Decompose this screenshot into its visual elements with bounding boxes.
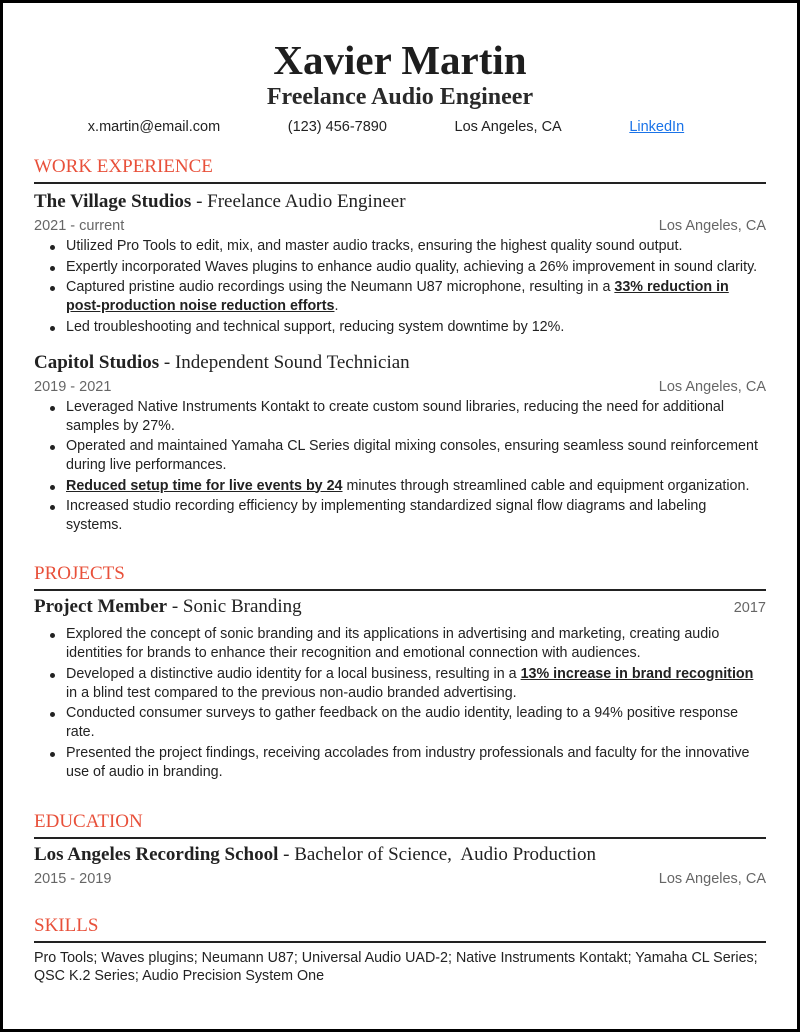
list-item: Explored the concept of sonic branding and its applications in advertising and marketing, creating audio identities for brands to enhance their recognition and emotional connection with audiences. (34, 625, 766, 663)
education-meta (34, 869, 766, 889)
list-item (34, 278, 766, 316)
company: The Village Studios (34, 191, 192, 212)
project-name: Sonic Branding (182, 596, 302, 617)
job-role: Freelance Audio Engineer (207, 191, 406, 212)
highlight: 33% reduction in post-production noise reduction efforts (66, 279, 729, 314)
list-item: Led troubleshooting and technical support, reducing system downtime by 12%. (34, 318, 766, 337)
candidate-name: Xavier Martin (273, 37, 527, 83)
project-heading (34, 591, 766, 619)
degree: Bachelor of Science, Audio Production (294, 843, 597, 865)
list-item: Operated and maintained Yamaha CL Series digital mixing consoles, ensuring seamless sound reinforcement during live performances. (34, 437, 766, 475)
linkedin-link[interactable]: LinkedIn (629, 119, 685, 135)
list-item (34, 665, 766, 703)
separator: - (283, 843, 290, 865)
text: in a blind test compared to the previous non-audio branded advertising. (66, 684, 517, 701)
list-item: Presented the project findings, receiving accolades from industry professionals and faculty for the innovative use of audio in branding. (34, 744, 766, 782)
text: . (334, 298, 339, 314)
education-heading (34, 843, 766, 867)
job-role: Independent Sound Technician (174, 351, 410, 373)
company: Capitol Studios (34, 351, 160, 373)
separator: - (163, 351, 171, 373)
section-work-experience: WORK EXPERIENCE (34, 156, 766, 184)
highlight: 13% increase in brand recognition (520, 665, 754, 682)
separator: - (196, 191, 203, 212)
text: Captured pristine audio recordings using the Neumann U87 microphone, resulting in a (66, 279, 615, 295)
section-skills: SKILLS (34, 915, 766, 943)
location: Los Angeles, CA (454, 119, 562, 135)
list-item: Utilized Pro Tools to edit, mix, and master audio tracks, ensuring the highest quality sound output. (34, 237, 766, 256)
project-title (34, 595, 302, 619)
job-dates: 2021 - current (34, 218, 125, 234)
list-item: Conducted consumer surveys to gather feedback on the audio identity, leading to a 94% positive response rate. (34, 704, 766, 742)
email: x.martin@email.com (87, 119, 221, 135)
education-location: Los Angeles, CA (658, 870, 766, 887)
education-dates: 2015 - 2019 (34, 870, 112, 887)
section-projects: PROJECTS (34, 563, 766, 591)
project-year: 2017 (733, 600, 766, 616)
highlight: Reduced setup time for live events by 24 (66, 477, 343, 494)
text: minutes through streamlined cable and equipment organization. (342, 477, 750, 494)
text: Developed a distinctive audio identity for a local business, resulting in a (66, 665, 521, 682)
job-dates: 2019 - 2021 (34, 378, 112, 395)
project-role: Project Member (34, 596, 168, 617)
job-location: Los Angeles, CA (658, 218, 766, 234)
job-heading (34, 351, 766, 375)
job-meta (34, 216, 766, 236)
skills-list: Pro Tools; Waves plugins; Neumann U87; Universal Audio UAD-2; Native Instruments Kontakt; Yamaha CL Series; QSC K.2 Series; Audio Precision System One (34, 949, 758, 984)
job-location: Los Angeles, CA (658, 378, 766, 395)
candidate-title: Freelance Audio Engineer (266, 84, 534, 110)
separator: - (171, 596, 179, 617)
job-meta (34, 377, 766, 397)
job-heading (34, 190, 766, 214)
list-item: Expertly incorporated Waves plugins to enhance audio quality, achieving a 26% improvement in sound clarity. (34, 258, 766, 277)
phone: (123) 456-7890 (287, 119, 387, 135)
list-item: Leveraged Native Instruments Kontakt to create custom sound libraries, reducing the need for additional samples by 27%. (34, 398, 766, 436)
school: Los Angeles Recording School (34, 843, 279, 865)
list-item (34, 477, 766, 496)
job-bullets (34, 398, 766, 536)
section-education: EDUCATION (34, 811, 766, 839)
resume-page (3, 3, 797, 1029)
job-bullets (34, 237, 766, 337)
contact-info (34, 117, 766, 137)
project-bullets (34, 625, 766, 782)
list-item: Increased studio recording efficiency by implementing standardized signal flow diagrams and labeling systems. (34, 497, 766, 535)
